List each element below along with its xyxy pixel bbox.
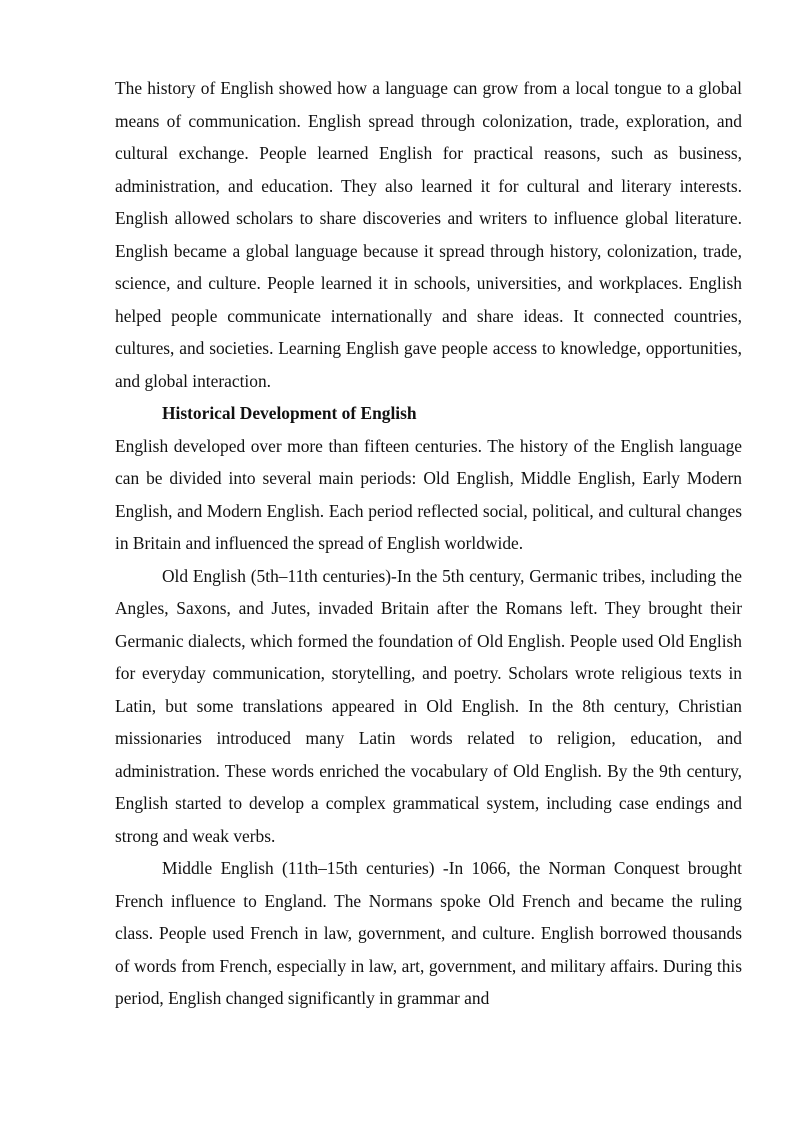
document-page <box>115 72 742 1015</box>
section-heading: Historical Development of English <box>162 403 417 423</box>
middle-english-paragraph: Middle English (11th–15th centuries) -In 1066, the Norman Conquest brought French influence to England. The Normans spoke Old French and became the ruling class. People used French in law, government, and culture. English borrowed thousands of words from French, especially in law, art, government, and military affairs. During this period, English changed significantly in grammar and <box>115 858 742 1008</box>
overview-paragraph: English developed over more than fifteen centuries. The history of the English language can be divided into several main periods: Old English, Middle English, Early Modern English, and Modern English. Each period reflected social, political, and cultural changes in Britain and influenced the spread of English worldwide. <box>115 435 742 553</box>
intro-paragraph: The history of English showed how a language can grow from a local tongue to a global means of communication. English spread through colonization, trade, exploration, and cultural exchange. People learned English for practical reasons, such as business, administration, and education. They also learned it for cultural and literary interests. English allowed scholars to share discoveries and writers to influence global literature. English became a global language because it spread through history, colonization, trade, science, and culture. People learned it in schools, universities, and workplaces. English helped people communicate internationally and share ideas. It connected countries, cultures, and societies. Learning English gave people access to knowledge, opportunities, and global interaction. <box>115 78 742 391</box>
old-english-paragraph: Old English (5th–11th centuries)-In the 5th century, Germanic tribes, including the Angles, Saxons, and Jutes, invaded Britain after the Romans left. They brought their Germanic dialects, which formed the foundation of Old English. People used Old English for everyday communication, storytelling, and poetry. Scholars wrote religious texts in Latin, but some translations appeared in Old English. In the 8th century, Christian missionaries introduced many Latin words related to religion, education, and administration. These words enriched the vocabulary of Old English. By the 9th century, English started to develop a complex grammatical system, including case endings and strong and weak verbs. <box>115 565 742 846</box>
